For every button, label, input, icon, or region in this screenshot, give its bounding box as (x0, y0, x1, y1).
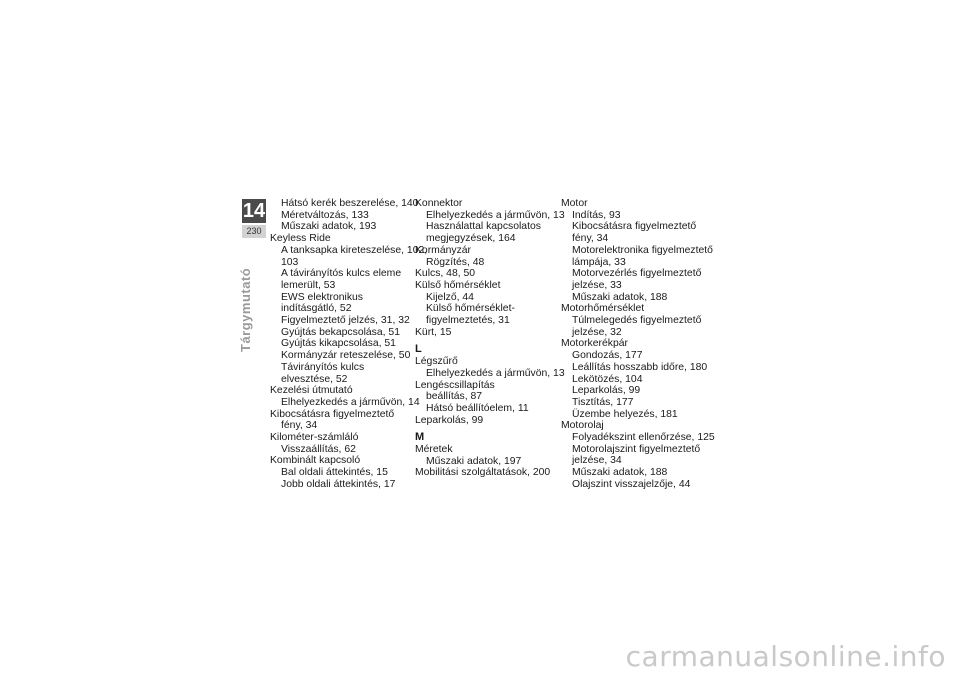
index-subentry: jelzése, 32 (572, 326, 622, 338)
index-entry: Kezelési útmutató (270, 385, 353, 397)
index-column-3 (561, 198, 715, 491)
index-subentry: A tanksapka kireteszelése, 102, (281, 244, 428, 256)
index-subentry: Bal oldali áttekintés, 15 (281, 467, 388, 479)
index-entry: Méretek (415, 444, 453, 456)
index-subentry: Indítás, 93 (572, 209, 621, 221)
index-subentry: Távirányítós kulcs (281, 361, 365, 373)
index-entry: Konnektor (415, 198, 463, 209)
index-subentry: Használattal kapcsolatos (426, 221, 541, 233)
chapter-number: 14 (242, 200, 266, 222)
index-subentry: Túlmelegedés figyelmeztető (572, 315, 702, 327)
index-subentry: Elhelyezkedés a járművön, 14 (281, 396, 420, 408)
index-subentry: beállítás, 87 (426, 391, 483, 403)
index-subentry: Jobb oldali áttekintés, 17 (281, 478, 396, 490)
index-entry: Kormányzár (415, 244, 472, 256)
index-subentry: Visszaállítás, 62 (281, 443, 356, 455)
index-entry: Kulcs, 48, 50 (415, 268, 476, 280)
index-subentry: EWS elektronikus (281, 291, 363, 303)
index-entry: Motor (561, 198, 588, 209)
index-entry: Mobilitási szolgáltatások, 200 (415, 467, 551, 479)
index-subentry: Hátsó beállítóelem, 11 (426, 402, 529, 414)
section-title: Tárgymutató (238, 267, 253, 352)
index-subentry: fény, 34 (572, 233, 609, 245)
index-subentry: Üzembe helyezés, 181 (572, 408, 678, 420)
page-number: 230 (242, 225, 266, 238)
index-subentry: Tisztítás, 177 (572, 396, 634, 408)
index-subentry: Figyelmeztető jelzés, 31, 32 (281, 315, 410, 327)
index-entry: Kibocsátásra figyelmeztető (270, 408, 395, 420)
index-subentry: Kormányzár reteszelése, 50 (281, 350, 411, 362)
index-entry: Kombinált kapcsoló (270, 455, 361, 467)
index-subentry: Lekötözés, 104 (572, 373, 643, 385)
index-subentry: Méretváltozás, 133 (281, 209, 369, 221)
index-subentry: figyelmeztetés, 31 (426, 315, 510, 327)
index-subentry: lámpája, 33 (572, 256, 626, 268)
index-subentry: indításgátló, 52 (281, 303, 352, 315)
index-subentry: Leállítás hosszabb időre, 180 (572, 361, 708, 373)
index-subentry: Elhelyezkedés a járművön, 13 (426, 367, 565, 379)
index-subentry: Gondozás, 177 (572, 350, 643, 362)
index-subentry: Külső hőmérséklet- (426, 303, 515, 315)
index-subentry: Motorelektronika figyelmeztető (572, 244, 713, 256)
index-subentry: Elhelyezkedés a járművön, 13 (426, 209, 565, 221)
index-subentry: jelzése, 33 (572, 279, 622, 291)
index-subentry: Motorolajszint figyelmeztető (572, 443, 701, 455)
index-subentry: Olajszint visszajelzője, 44 (572, 478, 691, 490)
watermark: carmanualsonline.info (625, 640, 946, 673)
index-column-1 (270, 198, 428, 491)
index-subentry: fény, 34 (281, 420, 318, 432)
index-subentry: megjegyzések, 164 (426, 233, 516, 245)
index-entry: Lengéscsillapítás (415, 379, 495, 391)
index-subentry: Motorvezérlés figyelmeztető (572, 268, 702, 280)
index-entry: Kilométer-számláló (270, 432, 359, 444)
index-column-2 (415, 198, 565, 479)
index-entry: Leparkolás, 99 (415, 414, 484, 426)
index-subentry: Kijelző, 44 (426, 291, 474, 303)
index-entry: Külső hőmérséklet (415, 279, 501, 291)
index-subentry: Folyadékszint ellenőrzése, 125 (572, 432, 715, 444)
index-subentry: Műszaki adatok, 197 (426, 455, 522, 467)
index-subentry: Gyújtás kikapcsolása, 51 (281, 338, 396, 350)
index-entry: Kürt, 15 (415, 326, 452, 338)
index-subentry: elvesztése, 52 (281, 373, 348, 385)
index-subentry: A távirányítós kulcs eleme (281, 268, 402, 280)
index-subentry: Műszaki adatok, 188 (572, 467, 668, 479)
index-subentry: Műszaki adatok, 188 (572, 291, 668, 303)
index-subentry: 103 (281, 256, 299, 268)
index-letter-heading: L (415, 343, 422, 356)
index-entry: Keyless Ride (270, 233, 331, 245)
index-entry: Motorkerékpár (561, 338, 628, 350)
index-letter-heading: M (415, 431, 425, 444)
index-subentry: Leparkolás, 99 (572, 385, 641, 397)
index-subentry: Kibocsátásra figyelmeztető (572, 221, 697, 233)
index-entry: Légszűrő (415, 356, 458, 368)
index-subentry: jelzése, 34 (572, 455, 622, 467)
chapter-badge (242, 199, 266, 239)
index-subentry: lemerült, 53 (281, 279, 336, 291)
index-subentry: Műszaki adatok, 193 (281, 221, 377, 233)
index-subentry: Hátsó kerék beszerelése, 140 (281, 198, 419, 209)
index-subentry: Gyújtás bekapcsolása, 51 (281, 326, 400, 338)
index-entry: Motorolaj (561, 420, 604, 432)
index-entry: Motorhőmérséklet (561, 303, 645, 315)
index-subentry: Rögzítés, 48 (426, 256, 485, 268)
